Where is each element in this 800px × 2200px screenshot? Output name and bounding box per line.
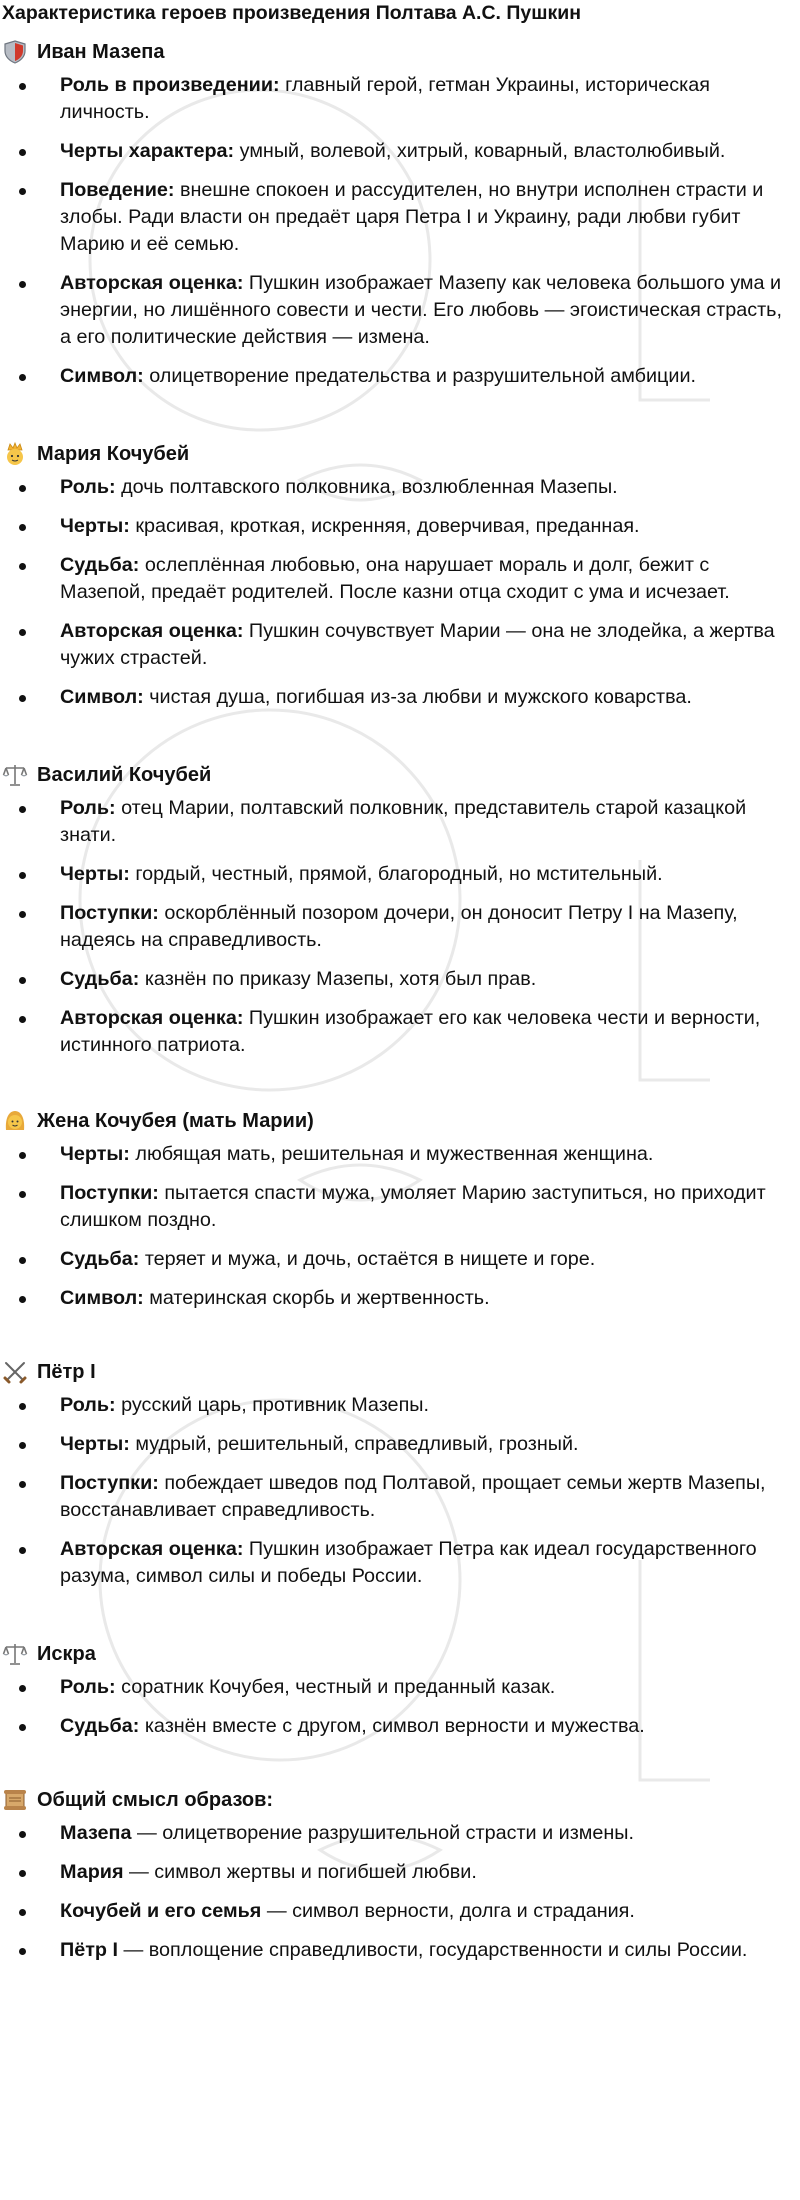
item-text: отец Марии, полтавский полковник, представитель старой казацкой знати. [60, 797, 747, 846]
item-text: — символ верности, долга и страдания. [261, 1900, 635, 1922]
list-item [2, 861, 790, 888]
list [2, 474, 790, 711]
item-text: — воплощение справедливости, государственности и силы России. [117, 1939, 748, 1961]
item-key: Судьба: [60, 554, 140, 576]
item-key: Символ: [60, 1287, 144, 1309]
list-item [2, 513, 790, 540]
item-text: олицетворение предательства и разрушительной амбиции. [143, 365, 696, 387]
crossed-swords-icon [2, 1359, 28, 1385]
list-item [2, 618, 790, 672]
section-heading-text: Искра [37, 1643, 96, 1665]
item-text: соратник Кочубея, честный и преданный казак. [115, 1676, 556, 1698]
item-key: Поступки: [60, 1472, 159, 1494]
list-item [2, 72, 790, 126]
list-item [2, 684, 790, 711]
list-item [2, 1246, 790, 1273]
list [2, 1820, 790, 1964]
list-item [2, 1431, 790, 1458]
item-key: Авторская оценка: [60, 1538, 244, 1560]
item-text: — символ жертвы и погибшей любви. [123, 1861, 477, 1883]
item-key: Пётр I [60, 1939, 118, 1961]
list [2, 72, 790, 390]
item-text: Пушкин изображает Петра как идеал государственного разума, символ силы и победы России. [60, 1538, 757, 1587]
section-heading-text: Иван Мазепа [37, 41, 165, 63]
item-text: внешне спокоен и рассудителен, но внутри исполнен страсти и злобы. Ради власти он предаёт царя Петра I и Украину, ради любви губит Марию и её семью. [60, 179, 764, 255]
list-item [2, 1937, 790, 1964]
item-key: Символ: [60, 365, 144, 387]
item-text: красивая, кроткая, искренняя, доверчивая, преданная. [129, 515, 640, 537]
item-text: русский царь, противник Мазепы. [115, 1394, 429, 1416]
item-key: Поступки: [60, 902, 159, 924]
list-item [2, 795, 790, 849]
item-text: — олицетворение разрушительной страсти и измены. [131, 1822, 634, 1844]
section-kochubey-wife [2, 1107, 790, 1312]
item-key: Авторская оценка: [60, 620, 244, 642]
section-maria-kochubey [2, 440, 790, 711]
list-item [2, 1005, 790, 1059]
section-heading [2, 1107, 790, 1135]
item-text: побеждает шведов под Полтавой, прощает семьи жертв Мазепы, восстанавливает справедливость. [60, 1472, 766, 1521]
item-key: Роль: [60, 1394, 116, 1416]
item-key: Черты: [60, 1433, 130, 1455]
section-heading-text: Жена Кочубея (мать Марии) [37, 1110, 314, 1132]
item-text: чистая душа, погибшая из-за любви и мужского коварства. [143, 686, 692, 708]
list-item [2, 177, 790, 258]
item-text: пытается спасти мужа, умоляет Марию заступиться, но приходит слишком поздно. [60, 1182, 766, 1231]
item-text: ослеплённая любовью, она нарушает мораль и долг, бежит с Мазепой, предаёт родителей. После казни отца сходит с ума и исчезает. [60, 554, 730, 603]
section-heading-text: Общий смысл образов: [37, 1789, 274, 1811]
section-heading [2, 761, 790, 789]
list-item [2, 900, 790, 954]
item-key: Мазепа [60, 1822, 132, 1844]
item-key: Символ: [60, 686, 144, 708]
item-text: Пушкин изображает Мазепу как человека большого ума и энергии, но лишённого совести и чести. Его любовь — эгоистическая страсть, а его политические действия — измена. [60, 272, 782, 348]
list-item [2, 138, 790, 165]
item-key: Роль: [60, 476, 116, 498]
list [2, 1392, 790, 1590]
item-key: Поведение: [60, 179, 175, 201]
list-item [2, 474, 790, 501]
list-item [2, 1285, 790, 1312]
list [2, 795, 790, 1059]
list-item [2, 1392, 790, 1419]
woman-icon [2, 1108, 28, 1134]
item-key: Судьба: [60, 968, 140, 990]
section-heading [2, 38, 790, 66]
section-summary [2, 1786, 790, 1964]
list [2, 1674, 790, 1740]
scales-icon [2, 762, 28, 788]
list-item [2, 1713, 790, 1740]
section-iskra [2, 1640, 790, 1740]
section-heading-text: Пётр I [37, 1361, 96, 1383]
section-heading [2, 1786, 790, 1814]
item-key: Авторская оценка: [60, 272, 244, 294]
item-text: любящая мать, решительная и мужественная женщина. [129, 1143, 654, 1165]
item-text: дочь полтавского полковника, возлюбленная Мазепы. [115, 476, 618, 498]
item-text: Пушкин изображает его как человека чести и верности, истинного патриота. [60, 1007, 761, 1056]
item-key: Роль в произведении: [60, 74, 280, 96]
princess-icon [2, 441, 28, 467]
list-item [2, 1820, 790, 1847]
section-ivan-mazepa [2, 38, 790, 390]
item-key: Судьба: [60, 1715, 140, 1737]
list-item [2, 363, 790, 390]
section-vasily-kochubey [2, 761, 790, 1059]
item-text: главный герой, гетман Украины, историческая личность. [60, 74, 710, 123]
item-text: материнская скорбь и жертвенность. [143, 1287, 490, 1309]
item-key: Роль: [60, 797, 116, 819]
item-key: Черты характера: [60, 140, 235, 162]
section-peter-i [2, 1358, 790, 1590]
list-item [2, 966, 790, 993]
item-text: казнён вместе с другом, символ верности и мужества. [139, 1715, 645, 1737]
item-text: казнён по приказу Мазепы, хотя был прав. [139, 968, 537, 990]
section-heading [2, 440, 790, 468]
item-key: Роль: [60, 1676, 116, 1698]
item-key: Черты: [60, 1143, 130, 1165]
list-item [2, 1898, 790, 1925]
item-key: Черты: [60, 863, 130, 885]
section-heading-text: Василий Кочубей [37, 764, 212, 786]
item-text: гордый, честный, прямой, благородный, но мстительный. [129, 863, 663, 885]
item-key: Черты: [60, 515, 130, 537]
shield-icon [2, 39, 28, 65]
list-item [2, 1536, 790, 1590]
scroll-icon [2, 1787, 28, 1813]
list-item [2, 1141, 790, 1168]
item-key: Авторская оценка: [60, 1007, 244, 1029]
list-item [2, 1470, 790, 1524]
list-item [2, 1859, 790, 1886]
list [2, 1141, 790, 1312]
item-text: умный, волевой, хитрый, коварный, властолюбивый. [234, 140, 726, 162]
item-text: Пушкин сочувствует Марии — она не злодейка, а жертва чужих страстей. [60, 620, 775, 669]
list-item [2, 270, 790, 351]
section-heading [2, 1358, 790, 1386]
list-item [2, 1180, 790, 1234]
scales-icon [2, 1641, 28, 1667]
item-key: Мария [60, 1861, 124, 1883]
section-heading-text: Мария Кочубей [37, 443, 190, 465]
section-heading [2, 1640, 790, 1668]
list-item [2, 552, 790, 606]
list-item [2, 1674, 790, 1701]
item-text: мудрый, решительный, справедливый, грозный. [129, 1433, 579, 1455]
item-text: оскорблённый позором дочери, он доносит Петру I на Мазепу, надеясь на справедливость. [60, 902, 738, 951]
item-key: Поступки: [60, 1182, 159, 1204]
page-title: Характеристика героев произведения Полтава А.С. Пушкин [2, 2, 582, 24]
item-key: Судьба: [60, 1248, 140, 1270]
item-key: Кочубей и его семья [60, 1900, 262, 1922]
item-text: теряет и мужа, и дочь, остаётся в нищете и горе. [139, 1248, 596, 1270]
